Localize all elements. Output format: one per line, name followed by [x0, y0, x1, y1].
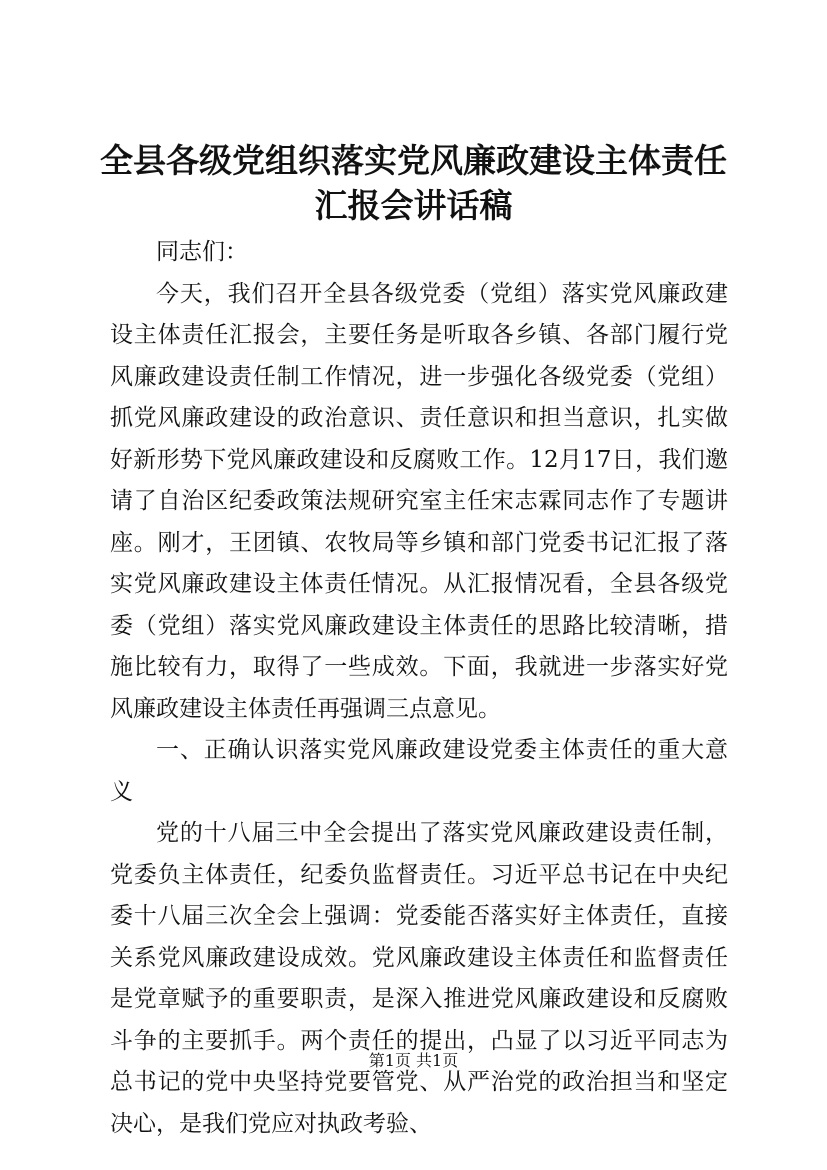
section-heading: 一、正确认识落实党风廉政建设党委主体责任的重大意义 — [110, 737, 728, 805]
greeting: 同志们： — [156, 239, 248, 265]
page-footer: 第1页 共1页 — [368, 1051, 459, 1070]
section-paragraph: 党的十八届三中全会提出了落实党风廉政建设责任制，党委负主体责任，纪委负监督责任。习近平总书记在中央纪委十八届三次全会上强调：党委能否落实好主体责任，直接关系党风廉政建设成效。党风廉政建设主体责任和监督责任是党章赋予的重要职责，是深入推进党风廉政建设和反腐败斗争的主要抓手。两个责任的提出，凸显了以习近平同志为总书记的党中央坚持党要管党、从严治党的政治担当和坚定决心，是我们党应对执政考验、 — [110, 820, 728, 1137]
document-body — [110, 232, 728, 1145]
intro-paragraph: 今天，我们召开全县各级党委（党组）落实党风廉政建设主体责任汇报会，主要任务是听取各乡镇、各部门履行党风廉政建设责任制工作情况，进一步强化各级党委（党组）抓党风廉政建设的政治意识、责任意识和担当意识，扎实做好新形势下党风廉政建设和反腐败工作。12月17日，我们邀请了自治区纪委政策法规研究室主任宋志霖同志作了专题讲座。刚才，王团镇、农牧局等乡镇和部门党委书记汇报了落实党风廉政建设主体责任情况。从汇报情况看，全县各级党委（党组）落实党风廉政建设主体责任的思路比较清晰，措施比较有力，取得了一些成效。下面，我就进一步落实好党风廉政建设主体责任再强调三点意见。 — [110, 280, 728, 722]
document-title: 全县各级党组织落实党风廉政建设主体责任汇报会讲话稿 — [100, 141, 727, 225]
